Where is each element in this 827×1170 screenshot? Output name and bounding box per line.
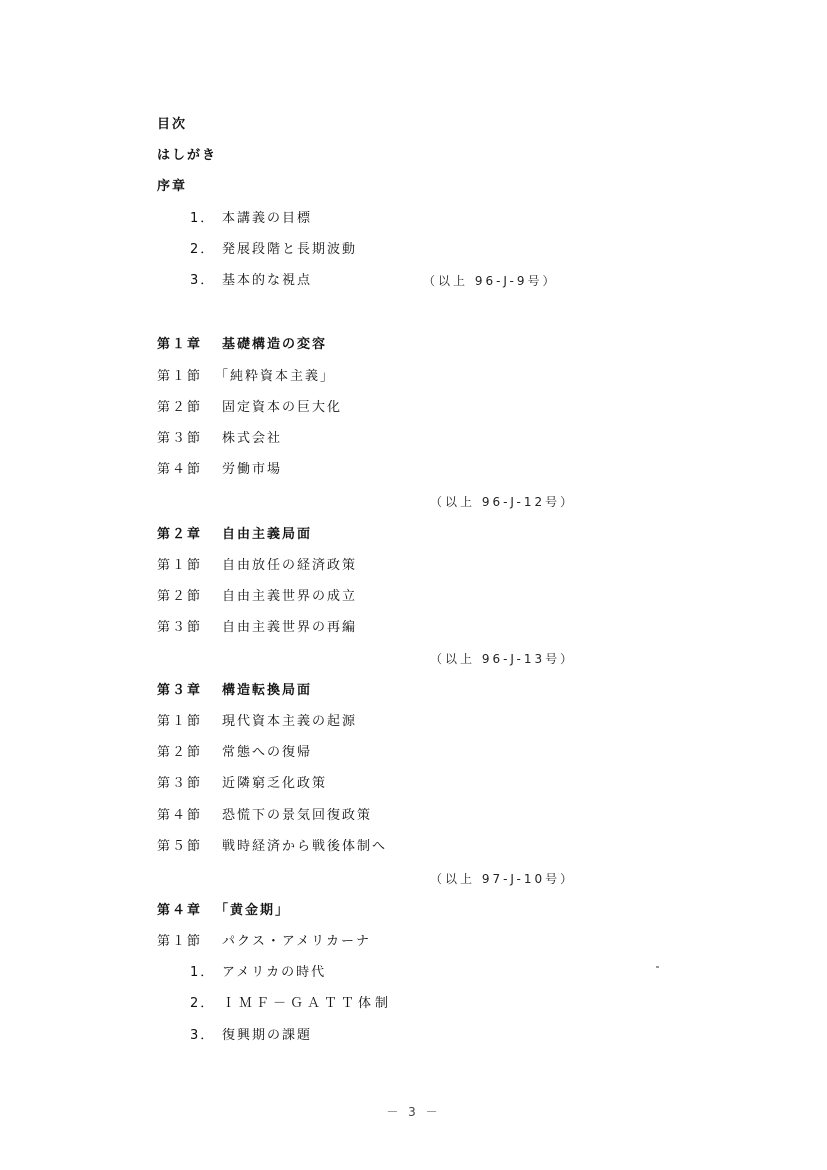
section-number: 第３節	[157, 431, 203, 446]
chapter-title: 基礎構造の変容	[222, 337, 328, 352]
section-number: 第４節	[157, 808, 203, 823]
chapter-title: 「黄金期」	[215, 903, 291, 918]
section-title: 現代資本主義の起源	[222, 714, 358, 729]
subitem-text: ＩＭＦ－ＧＡＴＴ体制	[222, 996, 393, 1011]
section-number: 第１節	[157, 558, 203, 573]
intro-heading: 序章	[157, 179, 188, 194]
subitem-text: 復興期の課題	[222, 1028, 313, 1043]
section-title: 戦時経済から戦後体制へ	[222, 839, 388, 854]
section-number: 第５節	[157, 839, 203, 854]
intro-item-number: 3．	[190, 273, 216, 288]
chapter-number: 第４章	[157, 903, 203, 918]
section-number: 第４節	[157, 462, 203, 477]
section-title: 「純粋資本主義」	[215, 369, 336, 384]
subitem-number: 1．	[190, 965, 216, 980]
section-title: 固定資本の巨大化	[222, 400, 343, 415]
section-title: 常態への復帰	[222, 745, 313, 760]
toc-title: 目次	[157, 117, 188, 132]
chapter-number: 第３章	[157, 683, 203, 698]
section-title: 株式会社	[222, 431, 283, 446]
intro-item-text: 発展段階と長期波動	[222, 242, 358, 257]
chapter-title: 構造転換局面	[222, 683, 313, 698]
preface-heading: はしがき	[157, 148, 218, 163]
intro-item-number: 1．	[190, 211, 216, 226]
section-title: 労働市場	[222, 462, 283, 477]
section-number: 第２節	[157, 745, 203, 760]
section-title: 自由主義世界の再編	[222, 620, 358, 635]
section-number: 第３節	[157, 776, 203, 791]
section-number: 第１節	[157, 714, 203, 729]
section-number: 第１節	[157, 369, 203, 384]
issue-note: （以上 96-J-12号）	[430, 495, 576, 509]
scan-speck	[656, 966, 659, 968]
section-title: 近隣窮乏化政策	[222, 776, 328, 791]
issue-note: （以上 96-J-13号）	[430, 652, 576, 666]
chapter-number: 第１章	[157, 337, 203, 352]
intro-item-text: 本講義の目標	[222, 211, 313, 226]
section-number: 第２節	[157, 400, 203, 415]
subitem-text: アメリカの時代	[222, 965, 327, 980]
page-number: － 3 －	[386, 1105, 441, 1119]
intro-item-number: 2．	[190, 242, 216, 257]
intro-item-text: 基本的な視点	[222, 273, 313, 288]
section-title: 自由放任の経済政策	[222, 558, 358, 573]
chapter-number: 第２章	[157, 527, 203, 542]
section-title: 恐慌下の景気回復政策	[222, 808, 373, 823]
section-number: 第３節	[157, 620, 203, 635]
issue-note: （以上 97-J-10号）	[430, 872, 576, 886]
subitem-number: 3．	[190, 1028, 216, 1043]
issue-note: （以上 96-J-9号）	[423, 274, 558, 288]
section-title: 自由主義世界の成立	[222, 589, 358, 604]
section-title: パクス・アメリカーナ	[222, 934, 371, 949]
section-number: 第２節	[157, 589, 203, 604]
section-number: 第１節	[157, 934, 203, 949]
subitem-number: 2．	[190, 996, 216, 1011]
chapter-title: 自由主義局面	[222, 527, 313, 542]
